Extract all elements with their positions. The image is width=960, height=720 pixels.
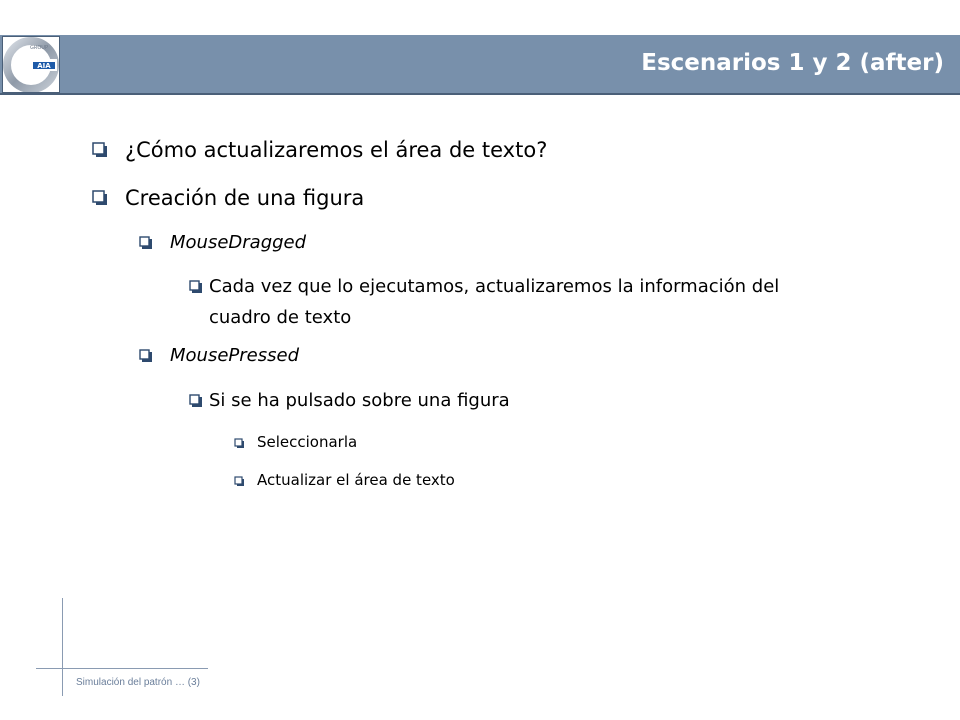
slide-title: Escenarios 1 y 2 (after) — [641, 50, 944, 76]
bullet-text: Seleccionarla — [257, 433, 358, 451]
logo-icon — [3, 37, 59, 92]
bullet-text-continuation: cuadro de texto — [209, 307, 352, 328]
group-gaia-logo — [2, 36, 60, 93]
square-bullet-icon — [189, 280, 203, 294]
square-bullet-icon — [234, 476, 245, 487]
footer-text: Simulación del patrón … (3) — [76, 677, 200, 688]
square-bullet-icon — [234, 438, 245, 449]
bullet-text: Si se ha pulsado sobre una figura — [209, 390, 510, 411]
bullet-text: Cada vez que lo ejecutamos, actualizaremos la información del — [209, 276, 780, 297]
logo-text-top: GROUP — [30, 45, 48, 51]
square-bullet-icon — [139, 349, 153, 363]
bullet-text: Creación de una figura — [125, 186, 365, 210]
logo-text-main: AIA — [37, 62, 51, 70]
square-bullet-icon — [139, 236, 153, 250]
square-bullet-icon — [92, 142, 108, 158]
footer-vertical-rule — [62, 598, 63, 696]
header-divider — [0, 93, 960, 95]
bullet-text: MouseDragged — [170, 232, 307, 253]
footer-horizontal-rule — [36, 668, 208, 669]
square-bullet-icon — [189, 394, 203, 408]
bullet-text: ¿Cómo actualizaremos el área de texto? — [125, 138, 548, 162]
square-bullet-icon — [92, 190, 108, 206]
bullet-text: Actualizar el área de texto — [257, 471, 455, 489]
bullet-text: MousePressed — [170, 345, 299, 366]
